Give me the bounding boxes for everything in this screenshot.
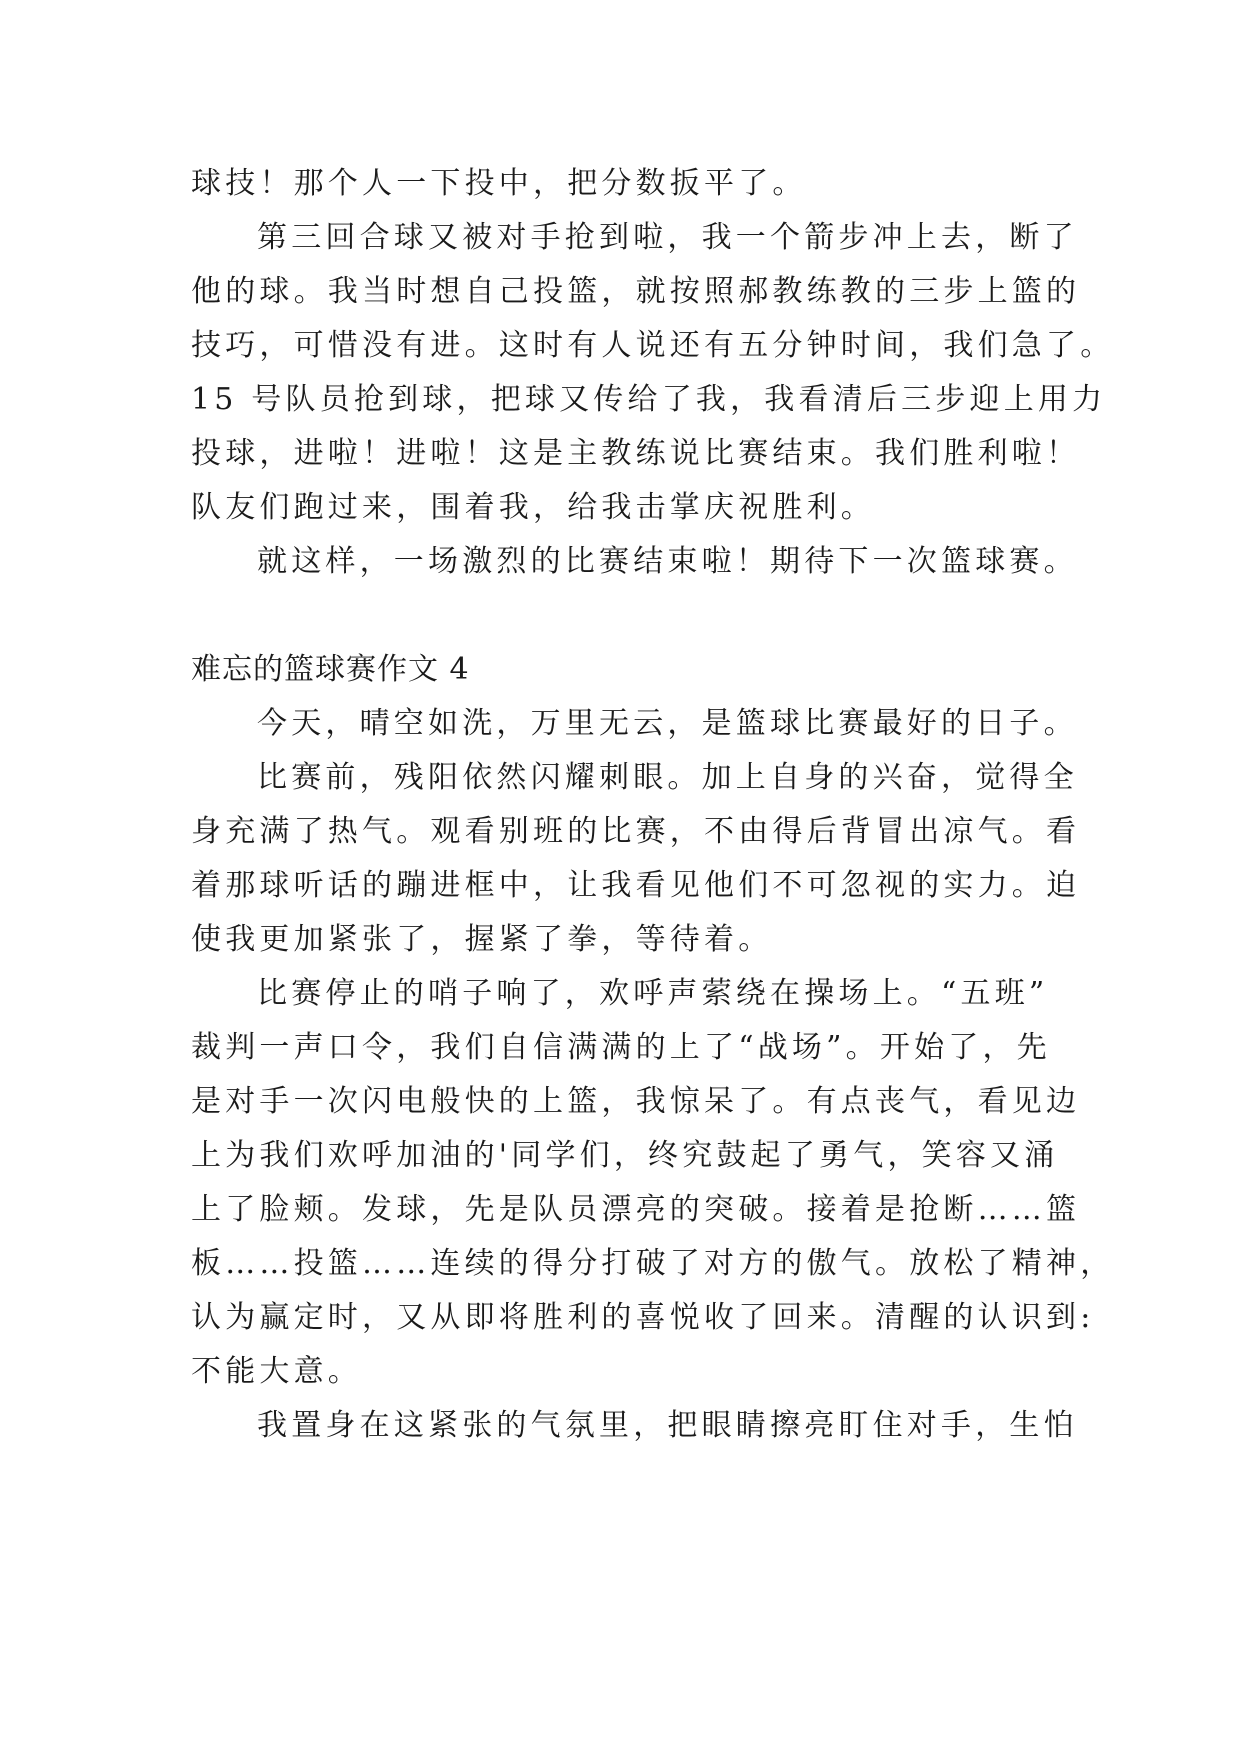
paragraph-line: 比赛前，残阳依然闪耀刺眼。加上自身的兴奋，觉得全 — [257, 760, 1078, 795]
paragraph-line: 上为我们欢呼加油的'同学们，终究鼓起了勇气，笑容又涌 — [191, 1138, 1059, 1173]
paragraph-line: 身充满了热气。观看别班的比赛，不由得后背冒出凉气。看 — [191, 814, 1081, 849]
paragraph-line: 认为赢定时，又从即将胜利的喜悦收了回来。清醒的认识到: — [191, 1300, 1095, 1335]
paragraph-line: 投球，进啦！进啦！这是主教练说比赛结束。我们胜利啦！ — [191, 436, 1081, 471]
paragraph-line: 队友们跑过来，围着我，给我击掌庆祝胜利。 — [191, 490, 875, 525]
paragraph-line: 使我更加紧张了，握紧了拳，等待着。 — [191, 922, 773, 957]
paragraph-line: 不能大意。 — [191, 1354, 362, 1389]
paragraph-line: 第三回合球又被对手抢到啦，我一个箭步冲上去，断了 — [257, 220, 1078, 255]
paragraph-line: 上了脸颊。发球，先是队员漂亮的突破。接着是抢断……篮 — [191, 1192, 1081, 1227]
paragraph-line: 我置身在这紧张的气氛里，把眼睛擦亮盯住对手，生怕 — [257, 1408, 1078, 1443]
paragraph-line: 是对手一次闪电般快的上篮，我惊呆了。有点丧气，看见边 — [191, 1084, 1081, 1119]
paragraph-line: 球技！那个人一下投中，把分数扳平了。 — [191, 166, 807, 201]
section-title: 难忘的篮球赛作文 4 — [191, 652, 470, 687]
paragraph-line: 技巧，可惜没有进。这时有人说还有五分钟时间，我们急了。 — [191, 328, 1115, 363]
section-spacer — [191, 589, 1071, 643]
paragraph-line: 他的球。我当时想自己投篮，就按照郝教练教的三步上篮的 — [191, 274, 1081, 309]
document-body — [191, 157, 1115, 1453]
paragraph-line: 着那球听话的蹦进框中，让我看见他们不可忽视的实力。迫 — [191, 868, 1081, 903]
paragraph-line: 裁判一声口令，我们自信满满的上了“战场”。开始了，先 — [191, 1030, 1051, 1065]
paragraph-line: 今天，晴空如洗，万里无云，是篮球比赛最好的日子。 — [257, 706, 1078, 741]
paragraph-line: 就这样，一场激烈的比赛结束啦！期待下一次篮球赛。 — [257, 544, 1078, 579]
paragraph-line: 板……投篮……连续的得分打破了对方的傲气。放松了精神， — [191, 1246, 1115, 1281]
paragraph-line: 比赛停止的哨子响了，欢呼声萦绕在操场上。“五班” — [257, 976, 1049, 1011]
paragraph-line: 15 号队员抢到球，把球又传给了我，我看清后三步迎上用力 — [191, 382, 1107, 417]
